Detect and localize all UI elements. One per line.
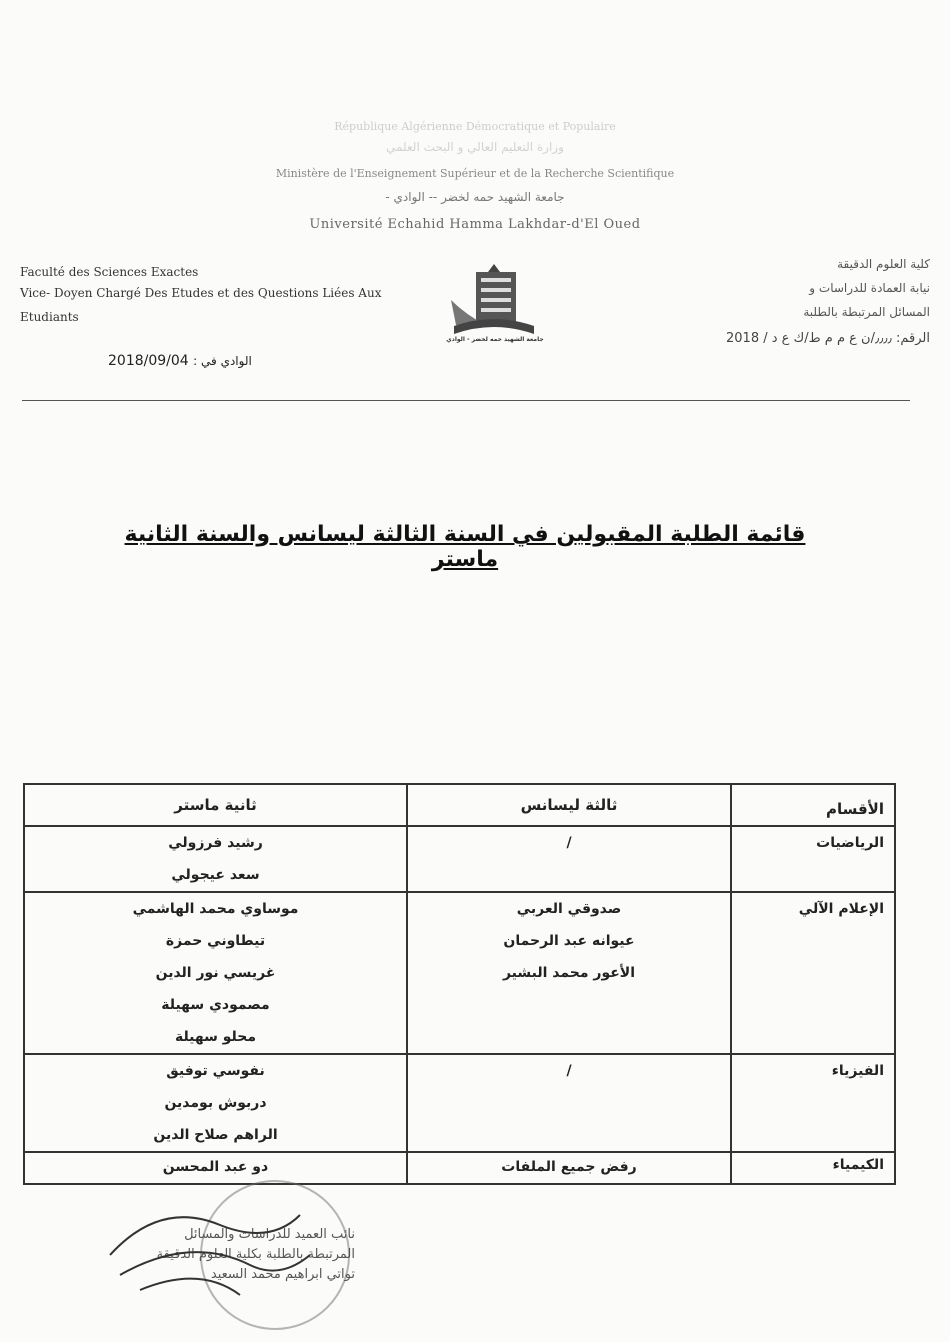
licence-student: صدوقي العربي [516,901,622,917]
university-logo [446,260,544,355]
students-fr: Etudiants [20,310,79,324]
department-cell: الرياضيات [731,826,895,892]
table-row [24,1054,895,1152]
licence-cell [407,1152,731,1184]
department-cell: الكيمياء [731,1152,895,1184]
header-master: ثانية ماستر [24,784,407,826]
master-student: موساوي محمد الهاشمي [132,901,299,917]
handwritten-signature [100,1195,320,1309]
date-value: 2018/09/04 [108,353,189,369]
master-student: محلو سهيلة [174,1029,257,1045]
table-row [24,1152,895,1184]
master-student: رشيد فرزولي [168,835,263,851]
master-student: تيطاوني حمزة [165,933,266,949]
signature-title-line1: نائب العميد للدراسات والمسائل [184,1227,355,1242]
republic-fr: République Algérienne Démocratique et Populaire [334,120,616,133]
page-title: قائمة الطلبة المقبولين في السنة الثالثة ليسانس والسنة الثانية ماستر [124,522,806,572]
vice-dean-ar: نيابة العمادة للدراسات و [809,281,930,295]
table-header-row [24,784,895,826]
signature-name: تواتي ابراهيم محمد السعيد [210,1267,355,1282]
vice-dean-fr: Vice- Doyen Chargé Des Etudes et des Questions Liées Aux [20,286,382,300]
department-cell: الفيزياء [731,1054,895,1152]
master-cell [24,1054,407,1152]
master-cell [24,826,407,892]
master-student: غريسي نور الدين [155,965,276,981]
licence-entry: رفض جميع الملفات [501,1159,637,1175]
licence-student: عيوانه عبد الرحمان [503,933,635,949]
date-line [108,353,252,369]
reference-number: الرقم: ٫٫٫٫/ن ع م م ط/ك ع د / 2018 [726,331,930,346]
university-ar: جامعة الشهيد حمه لخضر -- الوادي - [385,190,565,204]
master-cell [24,1152,407,1184]
licence-cell [407,892,731,1054]
header-department: الأقسام [731,784,895,826]
header-divider [22,400,910,401]
licence-cell [407,1054,731,1152]
table-row [24,892,895,1054]
master-student: سعد عيجولي [171,867,260,883]
master-student: مصمودي سهيلة [161,997,270,1013]
master-student: نفوسي توفيق [166,1063,265,1079]
university-fr: Université Echahid Hamma Lakhdar-d'El Oued [309,217,641,232]
master-student: دربوش بومدين [164,1095,267,1111]
signature-title-line2: المرتبطة بالطلبة بكلية العلوم الدقيقة [156,1247,355,1262]
licence-cell [407,826,731,892]
admitted-students-table [23,783,896,1185]
student-issues-ar: المسائل المرتبطة بالطلبة [803,305,930,319]
master-cell [24,892,407,1054]
licence-student: الأعور محمد البشير [502,965,636,981]
faculty-name-fr: Faculté des Sciences Exactes [20,265,199,279]
signature-scribble-icon [100,1195,320,1305]
licence-entry: / [566,835,572,851]
table-row [24,826,895,892]
ministry-ar: وزارة التعليم العالي و البحث العلمي [386,140,564,154]
logo-caption: جامعة الشهيد حمه لخضر - الوادي [446,336,544,343]
department-cell: الإعلام الآلي [731,892,895,1054]
master-student: الراهم صلاح الدين [153,1127,278,1143]
licence-entry: / [566,1063,572,1079]
master-student: دو عبد المحسن [162,1159,269,1175]
date-label: الوادي في : [193,354,252,368]
ministry-fr: Ministère de l'Enseignement Supérieur et de la Recherche Scientifique [275,167,675,180]
header-licence: ثالثة ليسانس [407,784,731,826]
faculty-name-ar: كلية العلوم الدقيقة [837,257,930,271]
